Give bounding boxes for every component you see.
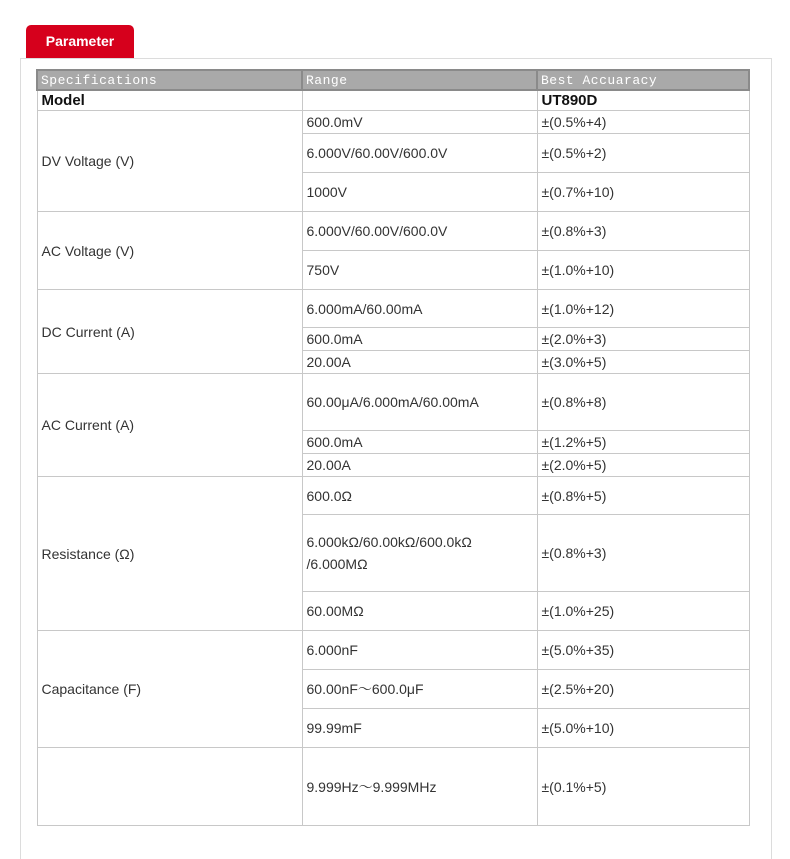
spec-category: AC Voltage (V): [37, 212, 302, 290]
range-cell: 6.000V/60.00V/600.0V: [302, 212, 537, 251]
accuracy-cell: ±(2.0%+5): [537, 454, 749, 477]
range-cell: 60.00μA/6.000mA/60.00mA: [302, 374, 537, 431]
accuracy-cell: ±(0.8%+8): [537, 374, 749, 431]
accuracy-cell: ±(0.8%+5): [537, 477, 749, 515]
accuracy-cell: ±(5.0%+35): [537, 631, 749, 670]
range-cell: 750V: [302, 251, 537, 290]
header-specifications: Specifications: [37, 70, 302, 90]
model-value: UT890D: [537, 90, 749, 111]
header-range: Range: [302, 70, 537, 90]
tab-parameter[interactable]: Parameter: [26, 25, 134, 58]
range-cell: 99.99mF: [302, 709, 537, 748]
accuracy-cell: ±(1.0%+25): [537, 592, 749, 631]
accuracy-cell: ±(0.5%+4): [537, 111, 749, 134]
table-row: [37, 212, 749, 251]
range-cell: 9.999Hz～9.999MHz: [302, 748, 537, 826]
table-row: [37, 374, 749, 431]
range-cell: 20.00A: [302, 454, 537, 477]
accuracy-cell: ±(1.0%+10): [537, 251, 749, 290]
spec-table: [36, 69, 750, 826]
range-cell: 1000V: [302, 173, 537, 212]
accuracy-cell: ±(0.5%+2): [537, 134, 749, 173]
spec-category: [37, 748, 302, 826]
range-cell: 6.000mA/60.00mA: [302, 290, 537, 328]
accuracy-cell: ±(0.1%+5): [537, 748, 749, 826]
accuracy-cell: ±(3.0%+5): [537, 351, 749, 374]
accuracy-cell: ±(2.5%+20): [537, 670, 749, 709]
accuracy-cell: ±(1.2%+5): [537, 431, 749, 454]
range-cell: 600.0mV: [302, 111, 537, 134]
range-cell: 600.0mA: [302, 328, 537, 351]
accuracy-cell: ±(1.0%+12): [537, 290, 749, 328]
spec-category: DC Current (A): [37, 290, 302, 374]
table-row: [37, 477, 749, 515]
accuracy-cell: ±(0.8%+3): [537, 515, 749, 592]
accuracy-cell: ±(0.8%+3): [537, 212, 749, 251]
model-row: [37, 90, 749, 111]
range-cell: 20.00A: [302, 351, 537, 374]
range-cell: 600.0Ω: [302, 477, 537, 515]
model-range: [302, 90, 537, 111]
model-label: Model: [37, 90, 302, 111]
range-cell: 60.00MΩ: [302, 592, 537, 631]
range-cell: 6.000nF: [302, 631, 537, 670]
accuracy-cell: ±(2.0%+3): [537, 328, 749, 351]
range-cell: 600.0mA: [302, 431, 537, 454]
spec-category: AC Current (A): [37, 374, 302, 477]
table-row: [37, 748, 749, 826]
spec-category: DV Voltage (V): [37, 111, 302, 212]
table-row: [37, 111, 749, 134]
table-row: [37, 290, 749, 328]
header-accuracy: Best Accuaracy: [537, 70, 749, 90]
accuracy-cell: ±(5.0%+10): [537, 709, 749, 748]
spec-category: Resistance (Ω): [37, 477, 302, 631]
accuracy-cell: ±(0.7%+10): [537, 173, 749, 212]
range-cell: 60.00nF～600.0μF: [302, 670, 537, 709]
table-header-row: [37, 70, 749, 90]
range-cell: 6.000V/60.00V/600.0V: [302, 134, 537, 173]
spec-category: Capacitance (F): [37, 631, 302, 748]
table-row: [37, 631, 749, 670]
range-cell: 6.000kΩ/60.00kΩ/600.0kΩ /6.000MΩ: [302, 515, 537, 592]
